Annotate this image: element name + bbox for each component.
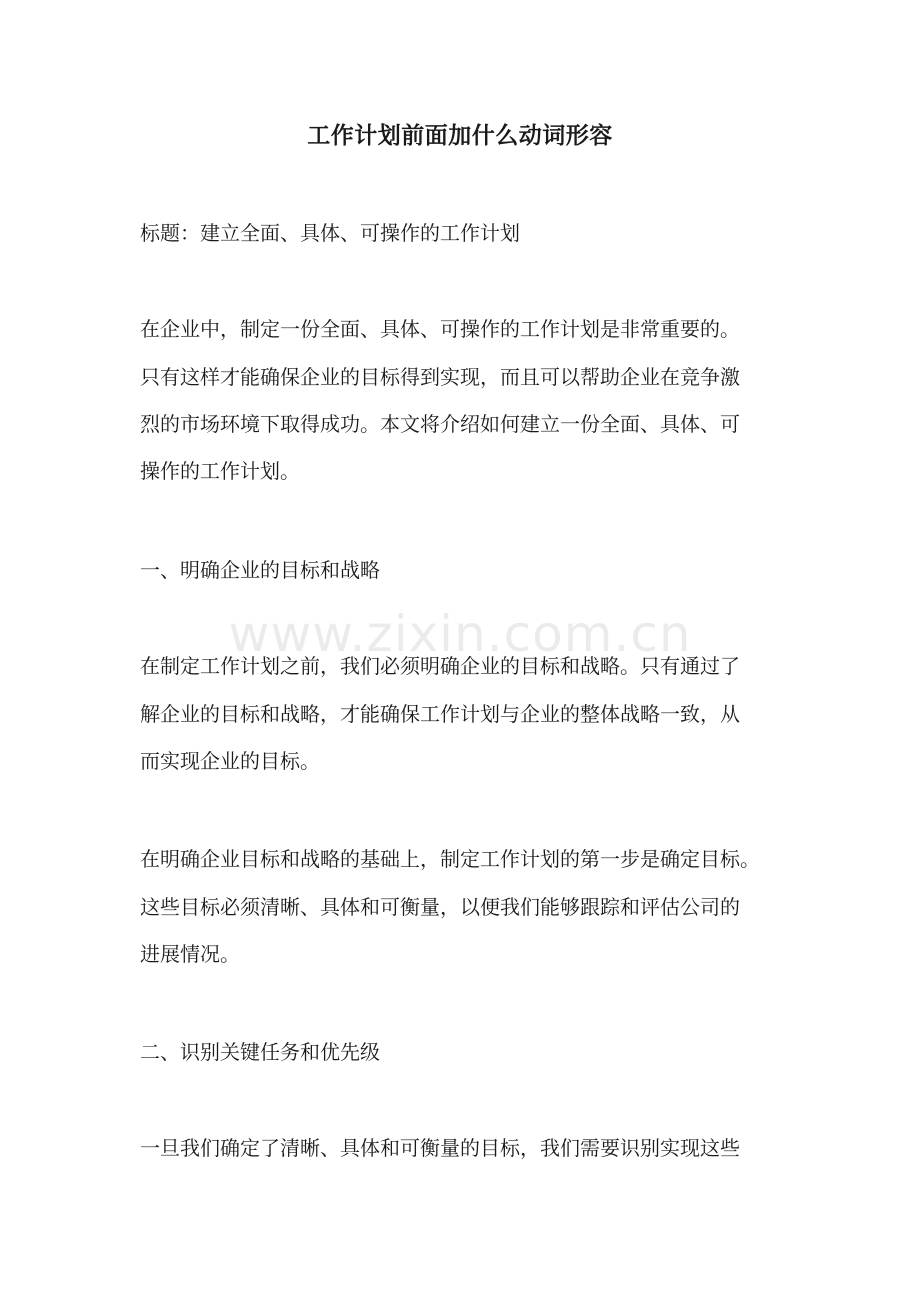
- intro-line-2: 只有这样才能确保企业的目标得到实现，而且可以帮助企业在竞争激: [140, 365, 740, 389]
- section-1-para-2-line-1: 在明确企业目标和战略的基础上，制定工作计划的第一步是确定目标。: [140, 847, 760, 871]
- section-1-para-2-line-3: 进展情况。: [140, 942, 240, 966]
- section-1-heading: 一、明确企业的目标和战略: [140, 558, 380, 582]
- intro-line-3: 烈的市场环境下取得成功。本文将介绍如何建立一份全面、具体、可: [140, 412, 740, 436]
- intro-line-4: 操作的工作计划。: [140, 459, 300, 483]
- section-1-para-2-line-2: 这些目标必须清晰、具体和可衡量，以便我们能够跟踪和评估公司的: [140, 895, 740, 919]
- subtitle-line: 标题：建立全面、具体、可操作的工作计划: [140, 221, 520, 245]
- section-1-para-1-line-3: 而实现企业的目标。: [140, 749, 320, 773]
- section-2-heading: 二、识别关键任务和优先级: [140, 1040, 380, 1064]
- document-title: 工作计划前面加什么动词形容: [307, 122, 613, 149]
- intro-line-1: 在企业中，制定一份全面、具体、可操作的工作计划是非常重要的。: [140, 317, 740, 341]
- section-1-para-1-line-1: 在制定工作计划之前，我们必须明确企业的目标和战略。只有通过了: [140, 654, 740, 678]
- section-2-para-1-line-1: 一旦我们确定了清晰、具体和可衡量的目标，我们需要识别实现这些: [140, 1136, 740, 1160]
- section-1-para-1-line-2: 解企业的目标和战略，才能确保工作计划与企业的整体战略一致，从: [140, 702, 740, 726]
- watermark: www.zixin.com.cn: [228, 605, 692, 663]
